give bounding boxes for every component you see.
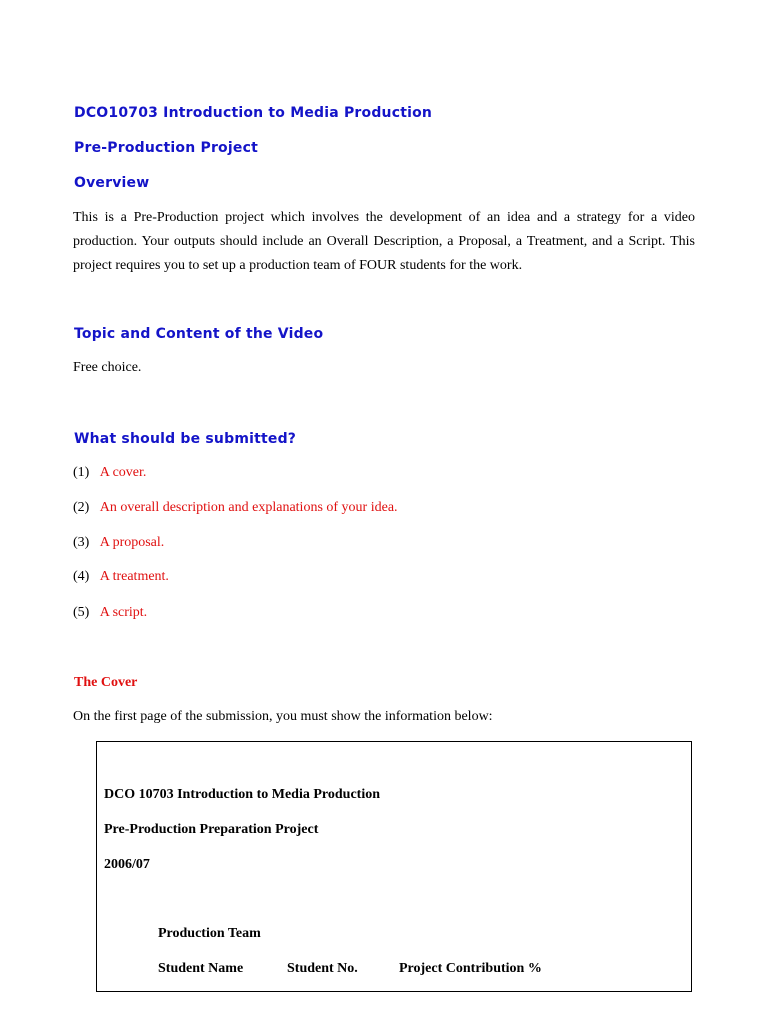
list-item (73, 465, 146, 481)
list-text: A treatment. (99, 569, 169, 584)
list-item (73, 500, 398, 516)
list-number: (3) (73, 535, 90, 550)
cover-project: Pre-Production Preparation Project (104, 822, 319, 837)
list-number: (4) (73, 569, 90, 584)
cover-year: 2006/07 (104, 857, 150, 872)
overview-text: This is a Pre-Production project which involves the development of an idea and a strategy for a video production. Your outputs should include an Overall Description, a Proposal, a Treatment, and a Script. This project requires you to set up a production team of FOUR students for the work. (73, 210, 695, 273)
list-number: (1) (73, 465, 90, 480)
cover-intro: On the first page of the submission, you must show the information below: (73, 709, 493, 724)
list-text: A script. (99, 605, 148, 620)
list-number: (2) (73, 500, 90, 515)
list-text: A proposal. (99, 535, 165, 550)
list-item (73, 569, 169, 585)
production-team-label: Production Team (158, 926, 261, 941)
project-title: Pre-Production Project (74, 140, 258, 156)
topic-heading: Topic and Content of the Video (74, 326, 324, 342)
column-student-no: Student No. (287, 961, 358, 976)
cover-course: DCO 10703 Introduction to Media Production (104, 787, 380, 802)
list-item (73, 605, 147, 621)
course-title: DCO10703 Introduction to Media Production (74, 105, 433, 121)
list-number: (5) (73, 605, 90, 620)
list-item (73, 535, 164, 551)
cover-info-box (96, 741, 692, 992)
list-text: An overall description and explanations of your idea. (99, 500, 398, 515)
column-student-name: Student Name (158, 961, 244, 976)
cover-heading: The Cover (74, 675, 138, 690)
topic-text: Free choice. (73, 360, 142, 375)
submission-heading: What should be submitted? (74, 431, 297, 447)
column-project-contribution: Project Contribution % (399, 961, 542, 976)
list-text: A cover. (99, 465, 147, 480)
overview-heading: Overview (74, 175, 150, 191)
